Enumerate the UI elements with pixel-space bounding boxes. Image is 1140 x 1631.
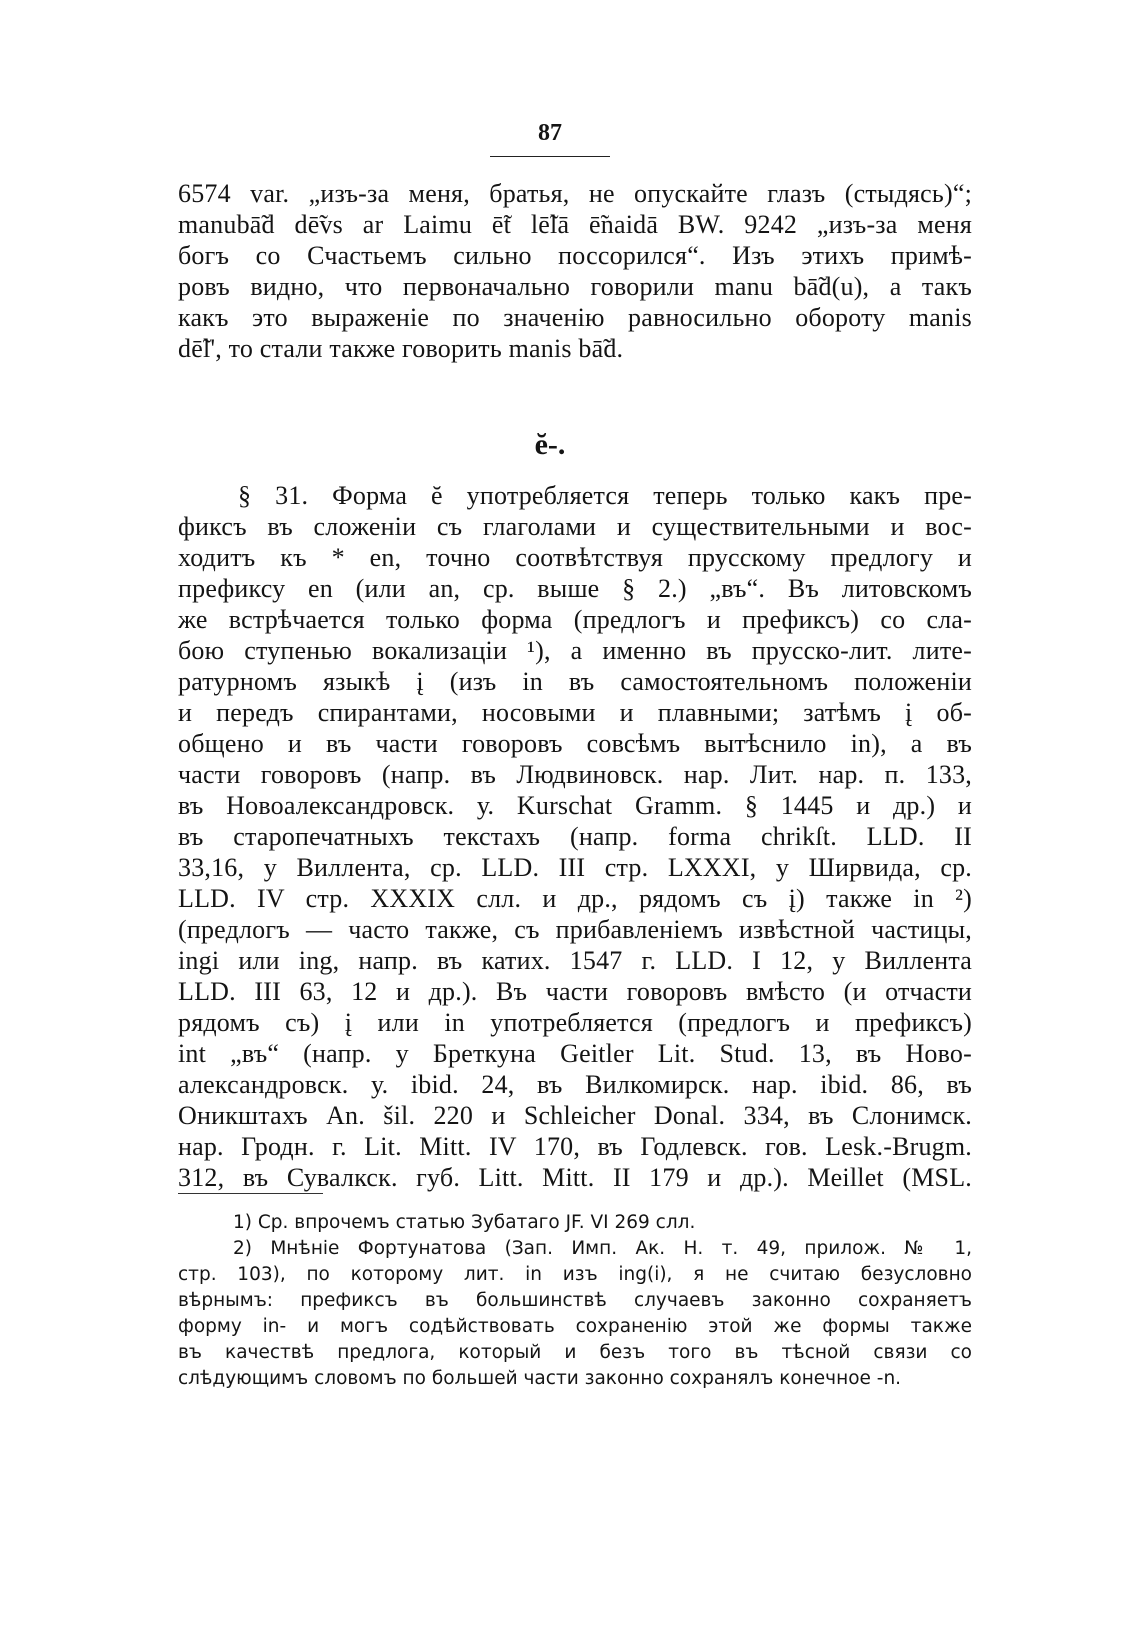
paragraph-1 <box>178 178 972 364</box>
text-line: int „въ“ (напр. у Бреткуна Geitler Lit. Stud. 13, въ Ново- <box>178 1039 972 1068</box>
text-line: LLD. III 63, 12 и др.). Въ части говоровъ вмѣсто (и отчасти <box>178 977 972 1006</box>
text-line: и передъ спирантами, носовыми и плавными; затѣмъ į об- <box>178 698 972 727</box>
footnote-line: вѣрнымъ: префиксъ въ большинствѣ случаевъ законно сохраняетъ <box>178 1290 972 1311</box>
section-heading: ĕ-. <box>534 428 566 461</box>
text-line: въ Новоалександровск. у. Kurschat Gramm. § 1445 и др.) и <box>178 791 972 820</box>
page-number: 87 <box>538 120 562 146</box>
text-line: рядомъ съ) į или in употребляется (предлогъ и префиксъ) <box>178 1008 972 1037</box>
text-line: 6574 var. „изъ-за меня, братья, не опускайте глазъ (стыдясь)“; <box>178 179 972 208</box>
footnotes <box>178 1210 972 1392</box>
footnote-2: 2) Мнѣніе Фортунатова (Зап. Имп. Ак. Н. т. 49, прилож. № 1, <box>233 1238 972 1259</box>
text-line: ingi или ing, напр. въ катих. 1547 г. LLD. I 12, у Виллента <box>178 946 972 975</box>
text-line: 33,16, у Виллента, ср. LLD. III стр. LXXXI, у Ширвида, ср. <box>178 853 972 882</box>
text-line: какъ это выраженіе по значенію равносильно обороту manis <box>178 303 972 332</box>
text-line: бою ступенью вокализаціи ¹), а именно въ прусско-лит. лите- <box>178 636 972 665</box>
footnote-line: въ качествѣ предлога, который и безъ того въ тѣсной связи со <box>178 1342 972 1363</box>
footnote-line: стр. 103), по которому лит. in изъ ing(i), я не считаю безусловно <box>178 1264 972 1285</box>
text-line: (предлогъ — часто также, съ прибавленіемъ извѣстной частицы, <box>178 915 972 944</box>
text-line: же встрѣчается только форма (предлогъ и префиксъ) со сла- <box>178 605 972 634</box>
text-line: нар. Гродн. г. Lit. Mitt. IV 170, въ Годлевск. гов. Lesk.-Brugm. <box>178 1132 972 1161</box>
text-line: § 31. Форма ĕ употребляется теперь только какъ пре- <box>238 481 972 510</box>
text-line: александровск. у. ibid. 24, въ Вилкомирск. нар. ibid. 86, въ <box>178 1070 972 1099</box>
footnote-rule <box>178 1193 323 1194</box>
text-line: въ старопечатныхъ текстахъ (напр. forma chrikſt. LLD. II <box>178 822 972 851</box>
header-rule <box>490 156 610 157</box>
paragraph-2 <box>178 480 972 1193</box>
footnote-line: слѣдующимъ словомъ по большей части законно сохранялъ конечное -n. <box>178 1368 902 1389</box>
text-line: общено и въ части говоровъ совсѣмъ вытѣснило in), а въ <box>178 729 972 758</box>
text-line: 312, въ Сувалкск. губ. Litt. Mitt. II 179 и др.). Meillet (MSL. <box>178 1163 972 1192</box>
text-line: фиксъ въ сложеніи съ глаголами и существительными и вос- <box>178 512 972 541</box>
text-line: ходитъ къ * en, точно соотвѣтствуя прусскому предлогу и <box>178 543 972 572</box>
text-line: manubā̃d dē̃vs ar Laimu ē̃t lē̃lā ē̃naidā BW. 9242 „изъ-за меня <box>178 210 972 239</box>
text-line: части говоровъ (напр. въ Людвиновск. нар. Лит. нар. п. 133, <box>178 760 972 789</box>
footnote-1: 1) Ср. впрочемъ статью Зубатаго JF. VI 269 слл. <box>233 1212 696 1233</box>
text-line: Оникштахъ An. šil. 220 и Schleicher Donal. 334, въ Слонимск. <box>178 1101 972 1130</box>
text-line: префиксу en (или an, ср. выше § 2.) „въ“. Въ литовскомъ <box>178 574 972 603</box>
footnote-line: форму in- и могъ содѣйствовать сохраненію этой же формы также <box>178 1316 972 1337</box>
text-line: богъ со Счастьемъ сильно поссорился“. Изъ этихъ примѣ- <box>178 241 972 270</box>
text-line: ровъ видно, что первоначально говорили manu bā̃d(u), а такъ <box>178 272 972 301</box>
text-line: LLD. IV стр. XXXIX слл. и др., рядомъ съ į) также in ²) <box>178 884 972 913</box>
text-line: dē̃l', то стали также говорить manis bā̃d. <box>178 334 624 363</box>
text-line: ратурномъ языкѣ į (изъ in въ самостоятельномъ положеніи <box>178 667 972 696</box>
